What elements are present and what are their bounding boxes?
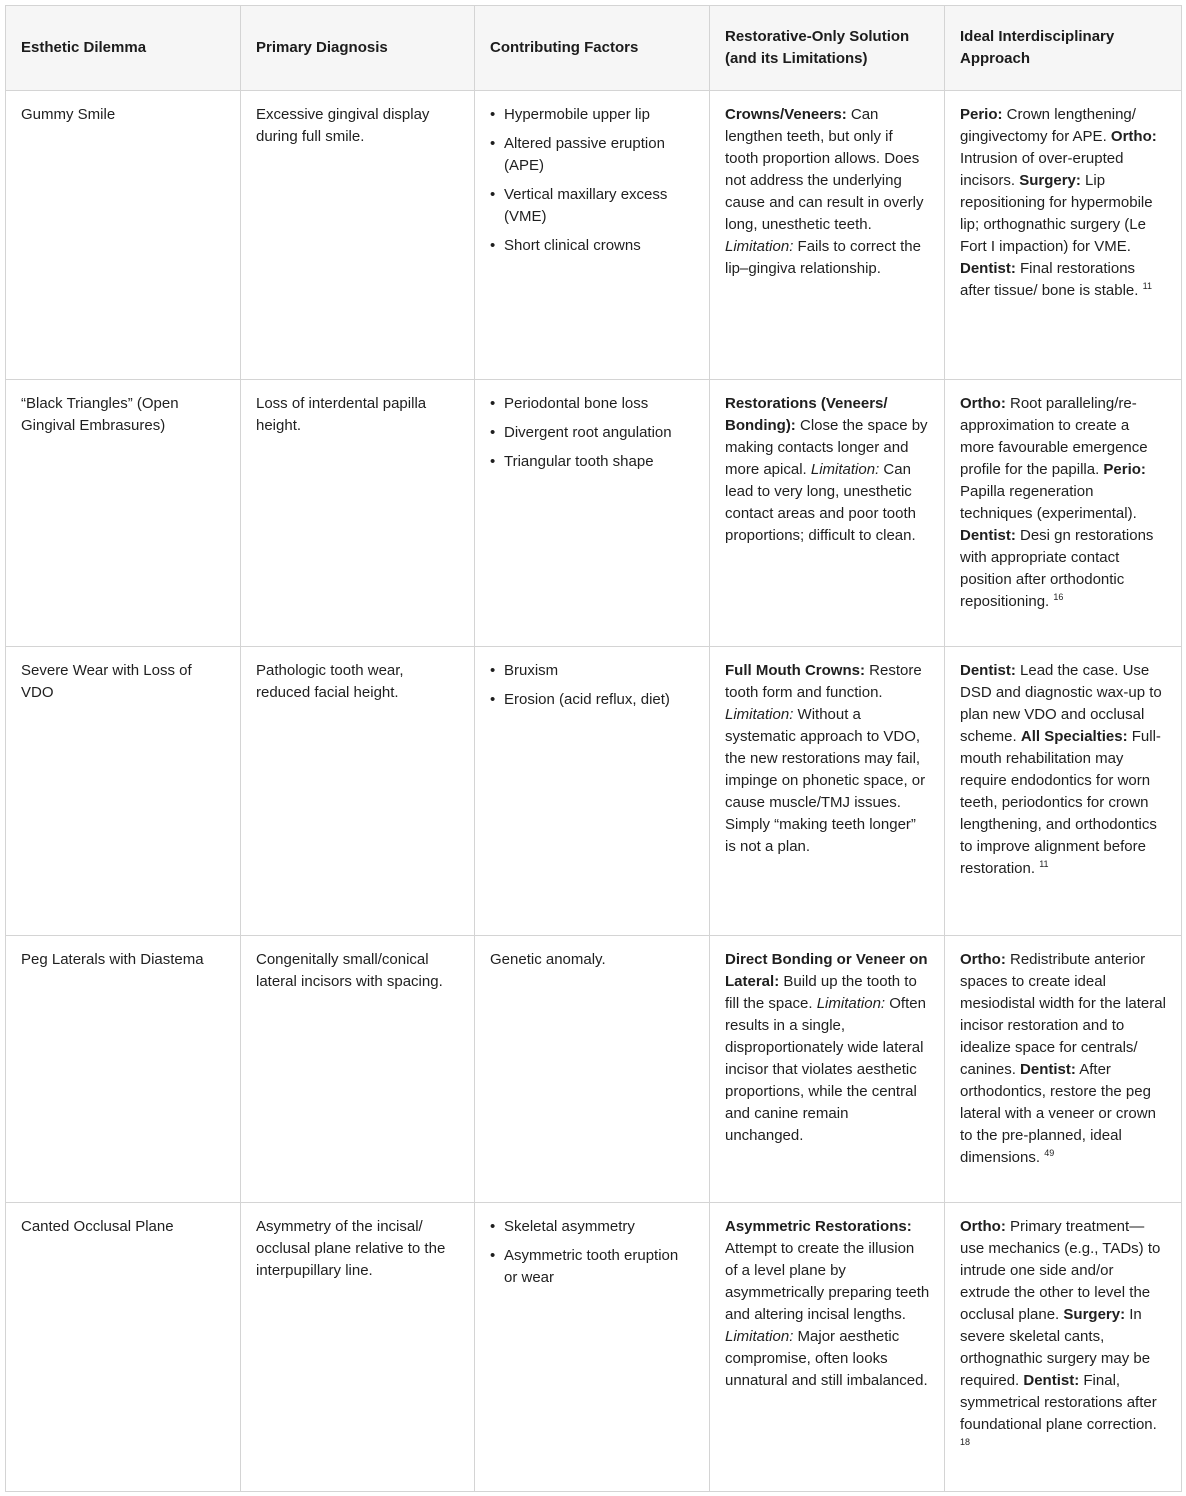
factor-item: • Erosion (acid reflux, diet) [490, 689, 695, 711]
dilemma-cell: “Black Triangles” (Open Gingival Embrasures) [6, 380, 241, 647]
body-text: Root paralleling/re-approximation to create a more favourable emergence profile for the papilla. [960, 395, 1148, 478]
body-text: Lead the case. Use DSD and diagnostic wax-up to plan new VDO and occlusal scheme. [960, 662, 1162, 745]
bold-label: Dentist: [1020, 1061, 1076, 1078]
header-esthetic-dilemma: Esthetic Dilemma [6, 6, 241, 91]
esthetic-dilemma-table [5, 5, 1182, 1492]
header-ideal-interdisciplinary-approach: Ideal Interdisciplinary Approach [945, 6, 1182, 91]
body-text: Build up the tooth to fill the space. [725, 973, 917, 1012]
table-row [6, 1203, 1182, 1492]
citation-superscript: 11 [1142, 281, 1152, 291]
bold-label: Ortho: [1110, 128, 1157, 145]
italic-label: Limitation: [725, 1328, 794, 1345]
body-text: Final, symmetrical restorations after foundational plane correction. [960, 1372, 1157, 1433]
body-text: Redistribute anterior spaces to create ideal mesiodistal width for the lateral incisor restoration and to idealize space for centrals/ canines. [960, 951, 1166, 1078]
factor-item: • Divergent root angulation [490, 422, 695, 444]
bold-label: Full Mouth Crowns: [725, 662, 865, 679]
factors-list [490, 1216, 695, 1289]
body-text: Major aesthetic compromise, often looks unnatural and still imbalanced. [725, 1328, 928, 1389]
italic-label: Limitation: [725, 238, 794, 255]
factors-list [490, 104, 695, 257]
bold-label: Dentist: [960, 260, 1016, 277]
restorative-cell [710, 647, 945, 936]
factor-item: • Short clinical crowns [490, 235, 695, 257]
header-contributing-factors: Contributing Factors [475, 6, 710, 91]
factor-item: • Skeletal asymmetry [490, 1216, 695, 1238]
bold-label: Ortho: [960, 1218, 1006, 1235]
restorative-cell [710, 936, 945, 1203]
bold-label: Asymmetric Restorations: [725, 1218, 912, 1235]
diagnosis-cell: Congenitally small/conical lateral incisors with spacing. [241, 936, 475, 1203]
dilemma-cell: Peg Laterals with Diastema [6, 936, 241, 1203]
factors-text: Genetic anomaly. [490, 951, 606, 968]
table-row [6, 380, 1182, 647]
table-row [6, 91, 1182, 380]
dilemma-cell: Canted Occlusal Plane [6, 1203, 241, 1492]
bold-label: Direct Bonding or Veneer on Lateral: [725, 951, 928, 990]
factor-item: • Altered passive eruption (APE) [490, 133, 695, 177]
approach-cell [945, 936, 1182, 1203]
italic-label: Limitation: [810, 461, 880, 478]
factors-cell [475, 91, 710, 380]
body-text: After orthodontics, restore the peg lateral with a veneer or crown to the pre-planned, ideal dimensions. [960, 1061, 1156, 1166]
factors-cell [475, 380, 710, 647]
bold-label: Perio: [960, 106, 1003, 123]
approach-cell [945, 91, 1182, 380]
factors-list [490, 660, 695, 711]
bold-label: Dentist: [960, 527, 1016, 544]
bold-label: Ortho: [960, 395, 1006, 412]
diagnosis-cell: Asymmetry of the incisal/ occlusal plane relative to the interpupillary line. [241, 1203, 475, 1492]
bold-label: Perio: [1103, 461, 1146, 478]
bold-label: Ortho: [960, 951, 1006, 968]
body-text: Close the space by making contacts longer and more apical. [725, 417, 928, 478]
body-text: Desi gn restorations with appropriate contact position after orthodontic repositioning. [960, 527, 1154, 610]
body-text: Lip repositioning for hypermobile lip; orthognathic surgery (Le Fort I impaction) for VME. [960, 172, 1153, 255]
bold-label: Crowns/Veneers: [725, 106, 847, 123]
restorative-cell [710, 1203, 945, 1492]
dilemma-cell: Gummy Smile [6, 91, 241, 380]
factor-item: • Hypermobile upper lip [490, 104, 695, 126]
factors-cell [475, 936, 710, 1203]
bold-label: All Specialties: [1020, 728, 1128, 745]
diagnosis-cell: Loss of interdental papilla height. [241, 380, 475, 647]
italic-label: Limitation: [816, 995, 886, 1012]
body-text: Can lengthen teeth, but only if tooth proportion allows. Does not address the underlying cause and can result in overly long, unesthetic teeth. [725, 106, 924, 233]
factor-item: • Vertical maxillary excess (VME) [490, 184, 695, 228]
citation-superscript: 11 [1039, 859, 1049, 869]
dilemma-cell: Severe Wear with Loss of VDO [6, 647, 241, 936]
approach-cell [945, 1203, 1182, 1492]
bold-label: Restorations (Veneers/ Bonding): [725, 395, 888, 434]
bold-label: Dentist: [1023, 1372, 1080, 1389]
approach-cell [945, 380, 1182, 647]
body-text: Attempt to create the illusion of a level plane by asymmetrically preparing teeth and altering incisal lengths. [725, 1240, 930, 1323]
citation-superscript: 18 [960, 1437, 971, 1447]
citation-superscript: 16 [1053, 592, 1064, 602]
factor-item: • Triangular tooth shape [490, 451, 695, 473]
italic-label: Limitation: [725, 706, 794, 723]
restorative-cell [710, 380, 945, 647]
body-text: Full-mouth rehabilitation may require endodontics for worn teeth, periodontics for crown lengthening, and orthodontics to improve alignment before restoration. [960, 728, 1161, 877]
body-text: Intrusion of over-erupted incisors. [960, 150, 1124, 189]
body-text: In severe skeletal cants, orthognathic surgery may be required. [960, 1306, 1151, 1389]
body-text: Papilla regeneration techniques (experimental). [960, 483, 1137, 522]
diagnosis-cell: Excessive gingival display during full smile. [241, 91, 475, 380]
factors-cell [475, 1203, 710, 1492]
factor-item: • Asymmetric tooth eruption or wear [490, 1245, 695, 1289]
factors-list [490, 393, 695, 473]
bold-label: Surgery: [1019, 172, 1081, 189]
body-text: Primary treatment—use mechanics (e.g., TADs) to intrude one side and/or extrude the other to level the occlusal plane. [960, 1218, 1161, 1323]
table-header-row [6, 6, 1182, 91]
bold-label: Dentist: [960, 662, 1016, 679]
citation-superscript: 49 [1044, 1148, 1055, 1158]
body-text: Often results in a single, disproportionately wide lateral incisor that violates aesthetic proportions, while the central and canine remain unchanged. [725, 995, 926, 1144]
body-text: Can lead to very long, unesthetic contact areas and poor tooth proportions; difficult to clean. [725, 461, 916, 544]
factor-item: • Bruxism [490, 660, 695, 682]
body-text: Without a systematic approach to VDO, the new restorations may fail, impinge on phonetic space, or cause muscle/TMJ issues. Simply “making teeth longer” is not a plan. [725, 706, 926, 855]
body-text: Restore tooth form and function. [725, 662, 922, 701]
diagnosis-cell: Pathologic tooth wear, reduced facial height. [241, 647, 475, 936]
header-restorative-only-solution: Restorative-Only Solution (and its Limitations) [710, 6, 945, 91]
body-text: Crown lengthening/ gingivectomy for APE. [960, 106, 1136, 145]
header-primary-diagnosis: Primary Diagnosis [241, 6, 475, 91]
body-text: Final restorations after tissue/ bone is stable. [960, 260, 1143, 299]
approach-cell [945, 647, 1182, 936]
table-row [6, 936, 1182, 1203]
bold-label: Surgery: [1063, 1306, 1126, 1323]
table-row [6, 647, 1182, 936]
body-text: Fails to correct the lip–gingiva relationship. [725, 238, 921, 277]
factors-cell [475, 647, 710, 936]
factor-item: • Periodontal bone loss [490, 393, 695, 415]
restorative-cell [710, 91, 945, 380]
